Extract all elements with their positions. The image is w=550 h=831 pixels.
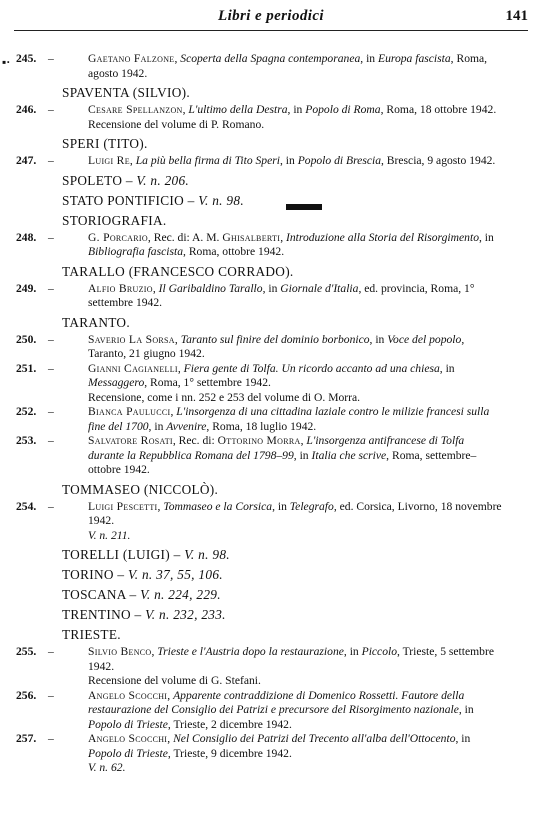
entry-247: 247. – Luigi Re, La più bella firma di Tito Speri, in Popolo di Brescia, Brescia, 9 agosto 1942. bbox=[16, 154, 496, 167]
page-header bbox=[14, 6, 528, 31]
running-title: Libri e periodici bbox=[218, 8, 324, 24]
subject-heading: TORELLI (LUIGI) – V. n. 98. bbox=[62, 547, 230, 562]
margin-mark: ▪· bbox=[2, 55, 11, 69]
entry-256: 256. – Angelo Scocchi, Apparente contraddizione di Domenico Rossetti. Fautore della restaurazione del Consiglio dei Patrizi e precursore del Risorgimento nazionale, in Popolo di Trieste, Trieste, 2 dicembre 1942. bbox=[16, 688, 474, 731]
subject-heading: SPERI (TITO). bbox=[62, 136, 148, 151]
entry-246: 246. – Cesare Spellanzon, L'ultimo della Destra, in Popolo di Roma, Roma, 18 ottobre 1942. bbox=[16, 103, 497, 116]
subject-heading: TRIESTE. bbox=[62, 627, 121, 642]
entry-245: 245. – Gaetano Falzone, Scoperta della Spagna contemporanea, in Europa fascista, Roma, agosto 1942. bbox=[16, 52, 488, 80]
entry-250: 250. – Saverio La Sorsa, Taranto sul finire del dominio borbonico, in Voce del popolo, Taranto, 21 giugno 1942. bbox=[16, 332, 465, 360]
subject-heading: TARANTO. bbox=[62, 314, 130, 330]
review-note: Recensione del volume di G. Stefani. bbox=[88, 674, 261, 687]
entry-249: 249. – Alfio Bruzio, Il Garibaldino Tarallo, in Giornale d'Italia, ed. provincia, Roma, 1° settembre 1942. bbox=[16, 281, 475, 309]
subject-heading: SPAVENTA (SILVIO). bbox=[62, 85, 190, 100]
review-note: Recensione del volume di P. Romano. bbox=[88, 117, 265, 131]
entry-253: 253. – Salvatore Rosati, Rec. di: Ottorino Morra, L'insorgenza antifrancese di Tolfa durante la Repubblica Romana del 1798–99, in Italia che scrive, Roma, settembre–ottobre 1942. bbox=[16, 434, 477, 476]
entry-251: 251. – Gianni Cagianelli, Fiera gente di Tolfa. Un ricordo accanto ad una chiesa, in Messaggero, Roma, 1° settembre 1942. bbox=[16, 361, 455, 389]
subject-heading: STORIOGRAFIA. bbox=[62, 212, 167, 228]
subject-heading: TARALLO (FRANCESCO CORRADO). bbox=[62, 263, 294, 279]
subject-heading: SPOLETO – V. n. 206. bbox=[62, 172, 190, 188]
subject-heading: TOMMASEO (NICCOLÒ). bbox=[62, 481, 219, 497]
subject-heading: STATO PONTIFICIO – V. n. 98. bbox=[62, 192, 244, 208]
cross-reference: V. n. 211. bbox=[88, 528, 131, 542]
entry-254: 254. – Luigi Pescetti, Tommaseo e la Corsica, in Telegrafo, ed. Corsica, Livorno, 18 novembre 1942. bbox=[16, 499, 502, 527]
bibliography-list bbox=[0, 52, 550, 776]
subject-heading: TRENTINO – V. n. 232, 233. bbox=[62, 607, 226, 622]
entry-257: 257. – Angelo Scocchi, Nel Consiglio dei Patrizi del Trecento all'alba dell'Ottocento, in Popolo di Trieste, Trieste, 9 dicembre 1942. bbox=[16, 732, 471, 760]
entry-248: 248. – G. Porcario, Rec. di: A. M. Ghisalberti, Introduzione alla Storia del Risorgimento, in Bibliografia fascista, Roma, ottobre 1942. bbox=[16, 230, 494, 258]
entry-252: 252. – Bianca Paulucci, L'insorgenza di una cittadina laziale contro le milizie francesi sulla fine del 1700, in Avvenire, Roma, 18 luglio 1942. bbox=[16, 405, 490, 433]
subject-heading: TOSCANA – V. n. 224, 229. bbox=[62, 587, 221, 602]
subject-heading: TORINO – V. n. 37, 55, 106. bbox=[62, 567, 223, 582]
cross-reference: V. n. 62. bbox=[88, 761, 126, 774]
entry-255: 255. – Silvio Benco, Trieste e l'Austria dopo la restaurazione, in Piccolo, Trieste, 5 settembre 1942. bbox=[16, 645, 494, 673]
review-note: Recensione, come i nn. 252 e 253 del volume di O. Morra. bbox=[88, 390, 361, 404]
page-number: 141 bbox=[505, 8, 528, 24]
